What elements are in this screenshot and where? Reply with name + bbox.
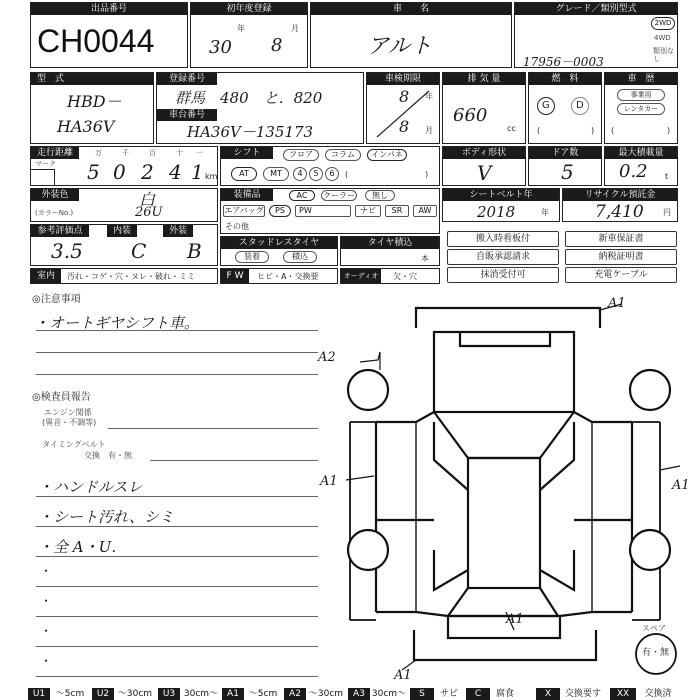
interior-notes-label: 室内 bbox=[31, 269, 61, 283]
history-paren-close: ) bbox=[667, 126, 671, 135]
front-bumper bbox=[416, 308, 600, 328]
doors-label: ドア数 bbox=[529, 147, 601, 159]
mark-ju: 十 bbox=[176, 149, 183, 157]
inspector-item-2: ・シート汚れ、シミ bbox=[38, 508, 174, 526]
wheel-front-right bbox=[630, 370, 670, 410]
spare-label: スペア bbox=[642, 624, 666, 633]
car-name-box bbox=[310, 2, 512, 68]
wheel-rear-left bbox=[348, 530, 388, 570]
mileage-digit-3: 2 bbox=[141, 160, 154, 184]
grade-box bbox=[514, 2, 678, 68]
first-registration-month: 8 bbox=[271, 35, 283, 56]
history-business: 事業用 bbox=[617, 89, 665, 101]
doc-tax: 納税証明書 bbox=[565, 249, 677, 265]
timing-label: タイミングベルト bbox=[42, 440, 106, 449]
legend-value: 腐食 bbox=[495, 689, 514, 699]
tire-load-box bbox=[340, 236, 440, 266]
legend-value: ～5cm bbox=[55, 689, 85, 699]
first-registration-box bbox=[190, 2, 308, 68]
doc-cancel: 抹消受付可 bbox=[447, 267, 559, 283]
shift-column: コラム bbox=[325, 149, 361, 161]
exterior-label: 外装 bbox=[163, 225, 193, 237]
legend-key: A3 bbox=[348, 688, 370, 700]
doc-approval: 自販承認請求 bbox=[447, 249, 559, 265]
mileage-digit-5: 1 bbox=[191, 160, 204, 184]
color-no-label: (カラーNo.) bbox=[35, 209, 74, 217]
equip-navi: ナビ bbox=[355, 205, 381, 217]
inspection-year: 8 bbox=[399, 87, 410, 106]
score-value: 3.5 bbox=[51, 239, 83, 263]
tire-load-label: タイヤ積込 bbox=[341, 237, 439, 249]
mileage-unit: km bbox=[205, 172, 218, 181]
legend-key: A2 bbox=[284, 688, 306, 700]
fuel-diesel: D bbox=[576, 100, 584, 111]
model-line1: HBD－ bbox=[67, 92, 122, 111]
equip-ps: PS bbox=[269, 205, 291, 217]
timing-sub: 交換 有・無 bbox=[84, 451, 132, 460]
damage-mark-rear: A1 bbox=[394, 668, 412, 683]
recycle-box bbox=[562, 188, 678, 222]
score-label: 参考評価点 bbox=[31, 225, 89, 237]
capacity-value: 0.2 bbox=[619, 161, 648, 182]
inspection-box bbox=[366, 72, 440, 144]
studless-box bbox=[220, 236, 338, 266]
legend-key: A1 bbox=[222, 688, 244, 700]
shift-5: 5 bbox=[309, 167, 323, 181]
mark-sen: 千 bbox=[122, 149, 129, 157]
grade-value: 17956－0003 bbox=[523, 55, 604, 69]
legend-value: 交換要す bbox=[564, 689, 601, 699]
first-registration-year: 30 bbox=[209, 37, 232, 58]
equip-sr: SR bbox=[385, 205, 409, 217]
doc-charge-cable: 充電ケーブル bbox=[565, 267, 677, 283]
shift-mt: MT bbox=[263, 167, 289, 181]
inspection-year-unit: 年 bbox=[425, 92, 433, 101]
chassis-label: 車台番号 bbox=[157, 109, 217, 121]
first-registration-label: 初年度登録 bbox=[191, 3, 307, 15]
mileage-box bbox=[30, 146, 218, 186]
recycle-unit: 円 bbox=[663, 208, 671, 217]
inspector-title: ◎検査員報告 bbox=[32, 392, 91, 403]
legend-key: S bbox=[410, 688, 434, 700]
doc-warranty: 新車保証書 bbox=[565, 231, 677, 247]
damage-mark-right: A1 bbox=[672, 478, 690, 493]
lot-number: CH0044 bbox=[37, 23, 155, 59]
fw-box bbox=[220, 268, 338, 284]
equip-none: 無し bbox=[365, 190, 395, 201]
audio-box bbox=[340, 268, 440, 284]
legend-value: ～5cm bbox=[248, 689, 278, 699]
mileage-digit-2: 0 bbox=[113, 160, 126, 184]
shift-floor: フロア bbox=[283, 149, 319, 161]
plate-label: 登録番号 bbox=[157, 73, 217, 85]
shift-inpane: インパネ bbox=[367, 149, 407, 161]
capacity-box bbox=[604, 146, 678, 186]
damage-mark-rear-gate: A1 bbox=[506, 612, 524, 627]
history-rental: レンタカー bbox=[617, 103, 665, 115]
color-code: 26U bbox=[135, 205, 163, 220]
interior-grade: C bbox=[131, 239, 147, 263]
fuel-paren-open: ( bbox=[537, 126, 541, 135]
damage-mark-left-front: A2 bbox=[318, 350, 336, 365]
shift-6: 6 bbox=[325, 167, 339, 181]
legend-key: U1 bbox=[28, 688, 50, 700]
seatbelt-value: 2018 bbox=[477, 203, 516, 221]
model-label: 型 式 bbox=[31, 73, 153, 85]
body-box bbox=[442, 146, 526, 186]
car-name: アルト bbox=[367, 34, 433, 59]
grade-label: グレード／類別型式 bbox=[515, 3, 677, 15]
displacement-unit: cc bbox=[507, 124, 516, 133]
fuel-label: 燃 料 bbox=[529, 73, 601, 85]
doors-value: 5 bbox=[561, 160, 574, 184]
model-line2: HA36V bbox=[57, 117, 115, 136]
equip-ac: AC bbox=[289, 190, 315, 201]
legend-key: U2 bbox=[92, 688, 114, 700]
legend-value: サビ bbox=[439, 689, 458, 699]
interior-label: 内装 bbox=[107, 225, 137, 237]
attention-title: ◎注意事項 bbox=[32, 294, 81, 305]
color-value: 白 bbox=[139, 190, 156, 209]
history-label: 車 歴 bbox=[605, 73, 677, 85]
tire-load-unit: 本 bbox=[421, 254, 429, 263]
legend-value: 交換済 bbox=[644, 689, 672, 699]
seatbelt-label: シートベルト年 bbox=[443, 189, 559, 201]
interior-notes-value: 汚れ・コゲ・穴・ヌレ・破れ・ミミ bbox=[67, 272, 195, 281]
drive-4wd: 4WD bbox=[654, 34, 671, 42]
studless-loaded: 積込 bbox=[283, 251, 317, 263]
seatbelt-box bbox=[442, 188, 560, 222]
studless-mounted: 装着 bbox=[235, 251, 269, 263]
fuel-gasoline: G bbox=[542, 100, 550, 111]
roof bbox=[468, 458, 540, 588]
displacement-value: 660 bbox=[453, 105, 488, 126]
shift-at: AT bbox=[231, 167, 257, 181]
history-paren-open: ( bbox=[611, 126, 615, 135]
shift-label: シフト bbox=[221, 147, 273, 159]
wheel-front-left bbox=[348, 370, 388, 410]
drive-2wd: 2WD bbox=[651, 17, 675, 30]
color-label: 外装色 bbox=[31, 189, 79, 201]
shift-box bbox=[220, 146, 440, 186]
equip-airbag: エアバッグ bbox=[224, 206, 264, 215]
year-unit: 年 bbox=[237, 24, 245, 33]
legend-value: ～30cm bbox=[117, 689, 153, 699]
shift-paren-open: ( bbox=[345, 170, 349, 179]
mileage-digit-4: 4 bbox=[169, 160, 182, 184]
plate-box bbox=[156, 72, 364, 144]
displacement-label: 排 気 量 bbox=[443, 73, 525, 85]
interior-notes-box bbox=[30, 268, 218, 284]
legend-key: X bbox=[536, 688, 560, 700]
mark-man: 万 bbox=[95, 149, 102, 157]
fw-value: ヒビ・A・交換要 bbox=[257, 272, 319, 281]
recycle-label: リサイクル預託金 bbox=[563, 189, 677, 201]
inspector-item-1: ・ハンドルスレ bbox=[38, 478, 143, 496]
attention-line1: ・オートギヤシフト車。 bbox=[34, 314, 199, 332]
equip-aw: AW bbox=[413, 205, 437, 217]
doc-signboard: 搬入時看板付 bbox=[447, 231, 559, 247]
equip-pw: PW bbox=[295, 205, 351, 217]
lot-box bbox=[30, 2, 188, 68]
lot-label: 出品番号 bbox=[31, 3, 187, 15]
mark-ichi: 一 bbox=[196, 149, 203, 157]
rear-bumper bbox=[414, 630, 596, 660]
drive-none: 類別なし bbox=[653, 47, 674, 63]
body-value: V bbox=[477, 161, 492, 185]
legend-key: C bbox=[466, 688, 490, 700]
fuel-paren-close: ) bbox=[591, 126, 595, 135]
inspection-month: 8 bbox=[399, 117, 410, 136]
hood bbox=[434, 332, 574, 412]
rear-gate bbox=[448, 616, 560, 638]
history-box bbox=[604, 72, 678, 144]
legend-key: U3 bbox=[158, 688, 180, 700]
color-box bbox=[30, 188, 218, 222]
spare-value: 有・無 bbox=[642, 648, 670, 658]
chassis-number: HA36V－135173 bbox=[187, 123, 314, 141]
fw-label: F W bbox=[221, 269, 249, 283]
inspector-item-3: ・全 A・U． bbox=[38, 538, 127, 556]
capacity-label: 最大積載量 bbox=[605, 147, 677, 159]
model-box bbox=[30, 72, 154, 144]
shift-paren-close: ) bbox=[425, 170, 429, 179]
studless-label: スタッドレスタイヤ bbox=[221, 237, 337, 249]
score-box bbox=[30, 224, 218, 266]
month-unit: 月 bbox=[291, 24, 299, 33]
capacity-unit: t bbox=[665, 172, 669, 181]
inspection-strike bbox=[375, 87, 433, 141]
inspection-month-unit: 月 bbox=[425, 126, 433, 135]
fuel-box bbox=[528, 72, 602, 144]
car-name-label: 車 名 bbox=[311, 3, 511, 15]
engine-sub: (異音・不調等) bbox=[42, 418, 97, 427]
exterior-grade: B bbox=[187, 239, 202, 263]
equipment-box bbox=[220, 188, 440, 234]
mark-hyaku: 百 bbox=[149, 149, 156, 157]
audio-value: 欠・穴 bbox=[393, 272, 417, 281]
wheel-rear-right bbox=[630, 530, 670, 570]
displacement-box bbox=[442, 72, 526, 144]
mileage-marker: マーク bbox=[35, 160, 56, 168]
legend-value: 30cm～ bbox=[371, 689, 407, 699]
legend-value: 30cm～ bbox=[183, 689, 219, 699]
damage-mark-left: A1 bbox=[320, 474, 338, 489]
equip-other: その他 bbox=[225, 222, 249, 231]
equipment-label: 装備品 bbox=[221, 189, 273, 201]
audio-label: オーディオ bbox=[341, 269, 381, 283]
engine-label: エンジン関係 bbox=[44, 408, 92, 417]
mileage-label: 走行距離 bbox=[31, 147, 79, 159]
inspection-label: 車検期限 bbox=[367, 73, 439, 85]
body-label: ボディ形状 bbox=[443, 147, 525, 159]
doors-box bbox=[528, 146, 602, 186]
legend-key: XX bbox=[610, 688, 636, 700]
seatbelt-unit: 年 bbox=[541, 208, 549, 217]
damage-mark-front: A1 bbox=[608, 296, 626, 311]
equip-cooler: クーラー bbox=[323, 191, 355, 200]
shift-4: 4 bbox=[293, 167, 307, 181]
legend-value: ～30cm bbox=[308, 689, 344, 699]
recycle-value: 7,410 bbox=[595, 202, 644, 222]
plate-number: 群馬 480 と．820 bbox=[175, 89, 323, 107]
mileage-digit-1: 5 bbox=[87, 160, 100, 184]
